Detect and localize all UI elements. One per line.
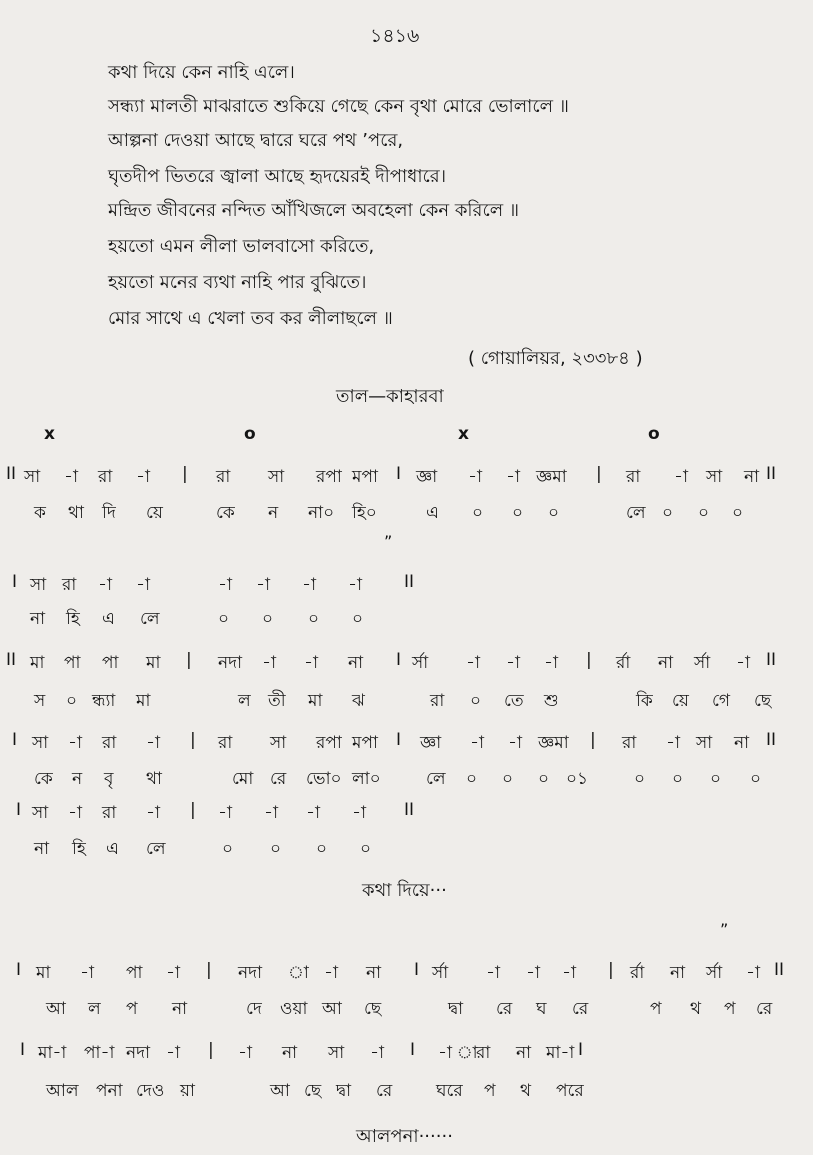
notation-cell: র্রা [630, 963, 645, 983]
notation-cell: লে [140, 609, 160, 629]
notation-cell: হি০ [352, 503, 377, 523]
beat-marker: x [44, 424, 55, 444]
notation-cell: -া [64, 467, 78, 487]
bar-separator: I [396, 464, 402, 484]
notation-cell: ০ [662, 503, 674, 523]
notation-cell: পা [64, 653, 81, 673]
notation-cell: লে [146, 839, 166, 859]
notation-cell: রা [102, 803, 117, 823]
bar-separator: II [766, 650, 777, 670]
notation-cell: রা [102, 733, 117, 753]
notation-cell: দ্বা [448, 999, 464, 1019]
bar-separator: II [766, 464, 777, 484]
notation-cell: র্সা [432, 963, 449, 983]
bar-separator: I [16, 800, 22, 820]
notation-cell: -া [218, 575, 232, 595]
notation-cell: রপা [316, 467, 342, 487]
notation-cell: ন্ধ্যা [92, 691, 116, 711]
notation-cell: না০ [308, 503, 335, 523]
bar-separator: | [608, 960, 614, 980]
notation-cell: মা [308, 691, 323, 711]
notation-cell: ০ [732, 503, 744, 523]
notation-cell: ০ [352, 609, 364, 629]
place-date: ( গোয়ালিয়র, ২৩৩৮৪ ) [468, 348, 643, 369]
lyric-line: আল্পনা দেওয়া আছে দ্বারে ঘরে পথ ’পরে, [108, 130, 404, 151]
notation-cell: ঝ [352, 691, 365, 711]
notation-cell: হি [72, 839, 86, 859]
repeat-cue: আলপনা······ [356, 1126, 453, 1147]
notation-cell: তী [268, 691, 286, 711]
beat-marker: o [244, 424, 256, 444]
notation-cell: রা [98, 467, 113, 487]
bar-separator: II [774, 960, 785, 980]
notation-cell: মা-া [38, 1043, 67, 1063]
notation-cell: -া [146, 803, 160, 823]
bar-separator: I [12, 730, 18, 750]
notation-cell: মপা [352, 733, 378, 753]
notation-cell: ০ [218, 609, 230, 629]
lyric-line: হয়তো মনের ব্যথা নাহি পার বুঝিতে। [108, 272, 367, 293]
notation-cell: ০ [502, 769, 514, 789]
notation-cell: -া [674, 467, 688, 487]
notation-cell: ওয়া [280, 999, 308, 1019]
notation-cell: ন [268, 503, 279, 523]
notation-cell: -া [468, 467, 482, 487]
notation-cell: রা [218, 733, 233, 753]
notation-cell: ০ [262, 609, 274, 629]
notation-cell: আল [46, 1081, 79, 1101]
notation-cell: আ [270, 1081, 290, 1101]
notation-cell: রা [622, 733, 637, 753]
notation-cell: রা [216, 467, 231, 487]
notation-cell: ছে [364, 999, 382, 1019]
notation-cell: কে [34, 769, 53, 789]
notation-cell: মপা [352, 467, 378, 487]
lyric-line: মন্দ্রিত জীবনের নন্দিত আঁখিজলে অবহেলা কেন করিলে ॥ [108, 200, 520, 221]
notation-cell: মা [136, 691, 151, 711]
notation-cell: প [650, 999, 662, 1019]
notation-cell: -া [526, 963, 540, 983]
notation-cell: য়ে [672, 691, 689, 711]
notation-cell: না [658, 653, 674, 673]
notation-cell: সা [32, 803, 49, 823]
notation-cell: সা [32, 733, 49, 753]
bar-separator: | [186, 650, 192, 670]
notation-cell: রা [626, 467, 641, 487]
ditto-mark: ” [384, 532, 393, 551]
notation-cell: না [670, 963, 686, 983]
notation-cell: য়ে [146, 503, 163, 523]
bar-separator: | [190, 730, 196, 750]
notation-cell: -া [348, 575, 362, 595]
bar-separator: | [596, 464, 602, 484]
notation-cell: ০ [472, 503, 484, 523]
notation-cell: -া [746, 963, 760, 983]
notation-cell: এ [102, 609, 115, 629]
notation-cell: থা [68, 503, 84, 523]
notation-cell: সা [24, 467, 41, 487]
notation-cell: ঘ [536, 999, 547, 1019]
notation-cell: ন [72, 769, 83, 789]
notation-cell: ভো০ [306, 769, 342, 789]
notation-cell: আ [46, 999, 66, 1019]
notation-cell: -া [238, 1043, 252, 1063]
notation-cell: পনা [96, 1081, 123, 1101]
tala-heading: তাল—কাহারবা [336, 386, 444, 407]
notation-cell: পা [126, 963, 143, 983]
notation-cell: গে [712, 691, 731, 711]
notation-cell: র্সা [412, 653, 429, 673]
notation-cell: না [34, 839, 50, 859]
notation-cell: -া [508, 733, 522, 753]
notation-cell: না [744, 467, 760, 487]
bar-separator: | [206, 960, 212, 980]
notation-cell: তে [504, 691, 524, 711]
notation-cell: রে [572, 999, 589, 1019]
notation-cell: ০ [470, 691, 482, 711]
notation-cell: সা [706, 467, 723, 487]
notation-cell: থ [520, 1081, 532, 1101]
notation-cell: -া [736, 653, 750, 673]
notation-cell: মা [30, 653, 45, 673]
notation-cell: -া [136, 467, 150, 487]
notation-cell: নদা [218, 653, 243, 673]
notation-cell: সা [328, 1043, 345, 1063]
notation-cell: -া [80, 963, 94, 983]
notation-cell: কে [216, 503, 235, 523]
bar-separator: I [414, 960, 420, 980]
bar-separator: II [6, 464, 17, 484]
notation-cell: ছে [754, 691, 772, 711]
notation-cell: হি [66, 609, 80, 629]
notation-cell: জ্ঞা [420, 733, 442, 753]
notation-cell: ০ [548, 503, 560, 523]
notation-cell: রপা [316, 733, 342, 753]
notation-cell: না [30, 609, 46, 629]
notation-cell: রে [376, 1081, 393, 1101]
notation-cell: না [282, 1043, 298, 1063]
repeat-cue: কথা দিয়ে··· [362, 880, 447, 901]
notation-cell: -া [98, 575, 112, 595]
lyric-line: সন্ধ্যা মালতী মাঝরাতে শুকিয়ে গেছে কেন বৃথা মোরে ভোলালে ॥ [108, 96, 569, 117]
notation-cell: দেও [136, 1081, 165, 1101]
notation-cell: লে [626, 503, 646, 523]
notation-cell: ল [88, 999, 101, 1019]
notation-cell: ০ [270, 839, 282, 859]
notation-cell: না [516, 1043, 532, 1063]
notation-cell: -া [302, 575, 316, 595]
notation-cell: -া [466, 653, 480, 673]
notation-cell: -া [136, 575, 150, 595]
notation-cell: না [348, 653, 364, 673]
notation-cell: -া [562, 963, 576, 983]
notation-cell: শু [544, 691, 559, 711]
bar-separator: II [6, 650, 17, 670]
notation-cell: দে [246, 999, 262, 1019]
notation-cell: রে [756, 999, 773, 1019]
bar-separator: | [586, 650, 592, 670]
notation-cell: ০ [512, 503, 524, 523]
notation-cell: জ্ঞমা [538, 733, 569, 753]
bar-separator: | [182, 464, 188, 484]
notation-cell: না [366, 963, 382, 983]
notation-cell: সা [268, 467, 285, 487]
notation-cell: স [34, 691, 46, 711]
notation-cell: রা [476, 1043, 491, 1063]
notation-cell: দি [102, 503, 116, 523]
notation-cell: ০ [672, 769, 684, 789]
notation-cell: ০ [538, 769, 550, 789]
beat-marker: o [648, 424, 660, 444]
beat-marker: x [458, 424, 469, 444]
notation-cell: -া [544, 653, 558, 673]
notation-cell: মা [36, 963, 51, 983]
ditto-mark: ” [720, 920, 729, 939]
notation-cell: -া [506, 467, 520, 487]
notation-cell: লে [426, 769, 446, 789]
notation-cell: প [724, 999, 736, 1019]
notation-cell: প [484, 1081, 496, 1101]
notation-cell: সা [270, 733, 287, 753]
lyric-line: ঘৃতদীপ ভিতরে জ্বালা আছে হৃদয়েরই দীপাধারে। [108, 166, 447, 187]
notation-cell: -া [256, 575, 270, 595]
notation-cell: -া [470, 733, 484, 753]
notation-cell: রে [496, 999, 513, 1019]
notation-cell: র্রা [616, 653, 631, 673]
notation-cell: নদা [126, 1043, 151, 1063]
notation-cell: -া [352, 803, 366, 823]
notation-cell: ০ [750, 769, 762, 789]
bar-separator: | [190, 800, 196, 820]
notation-cell: -া [68, 733, 82, 753]
notation-cell: -া [304, 653, 318, 673]
notation-cell: -া [146, 733, 160, 753]
notation-cell: ০ [66, 691, 78, 711]
notation-cell: দ্বা [336, 1081, 352, 1101]
notation-cell: ০ [634, 769, 646, 789]
notation-cell: পা-া [84, 1043, 115, 1063]
notation-cell: ল [238, 691, 251, 711]
notation-cell: -া [166, 1043, 180, 1063]
notation-cell: না [734, 733, 750, 753]
notation-cell: মো [232, 769, 254, 789]
bar-separator: II [766, 730, 777, 750]
notation-cell: সা [30, 575, 47, 595]
notation-cell: য়া [180, 1081, 195, 1101]
bar-separator: I [12, 572, 18, 592]
notation-cell: সা [696, 733, 713, 753]
notation-cell: মা [146, 653, 161, 673]
bar-separator: | [208, 1040, 214, 1060]
bar-separator: II [404, 800, 415, 820]
bar-separator: I [410, 1040, 416, 1060]
notation-cell: বৃ [104, 769, 114, 789]
notation-cell: ০ [316, 839, 328, 859]
page-number: ১৪১৬ [370, 25, 420, 47]
bar-separator: I [20, 1040, 26, 1060]
notation-cell: র্সা [694, 653, 711, 673]
lyric-line: হয়তো এমন লীলা ভালবাসো করিতে, [108, 236, 375, 257]
notation-cell: -া [306, 803, 320, 823]
notation-cell: পরে [556, 1081, 584, 1101]
notation-cell: রা [430, 691, 445, 711]
notation-cell: লা০ [352, 769, 381, 789]
notation-cell: ০ [466, 769, 478, 789]
lyric-line: কথা দিয়ে কেন নাহি এলে। [108, 62, 295, 83]
notation-cell: -া [370, 1043, 384, 1063]
notation-cell: আ [322, 999, 342, 1019]
notation-cell: -া [218, 803, 232, 823]
notation-cell: ০ [360, 839, 372, 859]
notation-cell: র্সা [706, 963, 723, 983]
notation-cell: -া [68, 803, 82, 823]
notation-cell: থা [146, 769, 162, 789]
notation-cell: ০ [710, 769, 722, 789]
notation-cell: -া [262, 653, 276, 673]
notation-cell: ০ [698, 503, 710, 523]
notation-cell: পা [102, 653, 119, 673]
notation-cell: া [288, 963, 309, 983]
bar-separator: | [590, 730, 596, 750]
notation-cell: রা [62, 575, 77, 595]
notation-cell: -া [486, 963, 500, 983]
bar-separator: I [396, 730, 402, 750]
notation-cell: ০ [222, 839, 234, 859]
notation-cell: ০ [308, 609, 320, 629]
bar-separator: II [404, 572, 415, 592]
notation-cell: এ [106, 839, 119, 859]
notation-cell: কি [636, 691, 653, 711]
notation-cell: -া [666, 733, 680, 753]
bar-separator: I [578, 1040, 584, 1060]
notation-cell: ঘরে [436, 1081, 463, 1101]
lyric-line: মোর সাথে এ খেলা তব কর লীলাছলে ॥ [108, 308, 393, 329]
bar-separator: I [396, 650, 402, 670]
notation-cell: না [172, 999, 188, 1019]
notation-cell: প [126, 999, 138, 1019]
notation-cell: জ্ঞমা [536, 467, 567, 487]
notation-cell: -া [324, 963, 338, 983]
notation-cell: -া [264, 803, 278, 823]
notation-cell: ক [34, 503, 46, 523]
notation-cell: ০১ [566, 769, 589, 789]
notation-cell: রে [270, 769, 287, 789]
notation-cell: নদা [238, 963, 263, 983]
notation-cell: -া া [438, 1043, 478, 1063]
notation-cell: জ্ঞা [416, 467, 438, 487]
notation-cell: -া [166, 963, 180, 983]
bar-separator: I [16, 960, 22, 980]
notation-cell: ছে [304, 1081, 322, 1101]
notation-cell: এ [426, 503, 439, 523]
notation-cell: থ [690, 999, 702, 1019]
notation-cell: মা-া [546, 1043, 575, 1063]
notation-cell: -া [506, 653, 520, 673]
